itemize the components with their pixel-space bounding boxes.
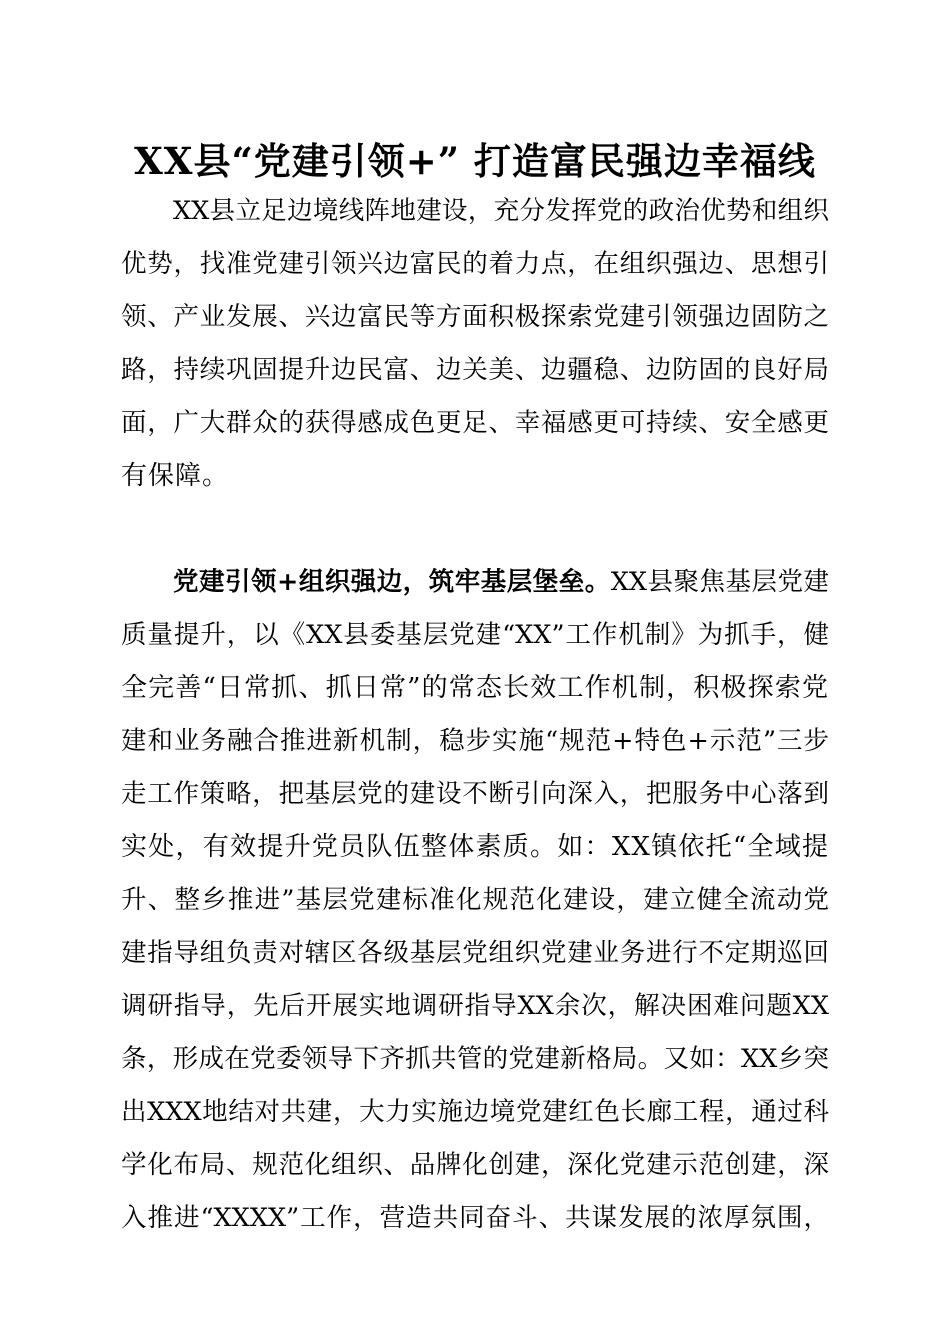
paragraph-2-line: 质量提升，以《XX县委基层党建“XX”工作机制》为抓手，健	[121, 620, 829, 650]
paragraph-2-line: 学化布局、规范化组织、品牌化创建，深化党建示范创建，深	[121, 1150, 829, 1180]
paragraph-2-heading: 党建引领+组织强边，筑牢基层堡垒。	[173, 567, 611, 597]
document-title: XX县“党建引领+” 打造富民强边幸福线	[134, 139, 816, 183]
paragraph-1-line: 领、产业发展、兴边富民等方面积极探索党建引领强边固防之	[121, 302, 829, 332]
paragraph-2-line: 建和业务融合推进新机制，稳步实施“规范+特色+示范”三步	[121, 726, 829, 756]
paragraph-2-lead: XX县聚焦基层党建	[610, 567, 829, 597]
paragraph-2-line: 实处，有效提升党员队伍整体素质。如：XX镇依托“全域提	[121, 832, 829, 862]
paragraph-2-line: 入推进“XXXX”工作，营造共同奋斗、共谋发展的浓厚氛围，	[121, 1203, 829, 1233]
paragraph-2-line: 走工作策略，把基层党的建设不断引向深入，把服务中心落到	[121, 779, 829, 809]
document-body	[121, 185, 829, 1245]
paragraph-2-line: 建指导组负责对辖区各级基层党组织党建业务进行不定期巡回	[121, 938, 829, 968]
paragraph-1-line: 有保障。	[121, 461, 230, 491]
paragraph-2-line: 条，形成在党委领导下齐抓共管的党建新格局。又如：XX乡突	[121, 1044, 829, 1074]
paragraph-1-line: 路，持续巩固提升边民富、边关美、边疆稳、边防固的良好局	[121, 355, 829, 385]
paragraph-2-line: 出XXX地结对共建，大力实施边境党建红色长廊工程，通过科	[121, 1097, 829, 1127]
paragraph-2-line: 调研指导，先后开展实地调研指导XX余次，解决困难问题XX	[121, 991, 829, 1021]
paragraph-2-line: 升、整乡推进”基层党建标准化规范化建设，建立健全流动党	[121, 885, 829, 915]
paragraph-2-first-line	[121, 556, 829, 609]
paragraph-1-line: 面，广大群众的获得感成色更足、幸福感更可持续、安全感更	[121, 408, 829, 438]
paragraph-1-line: XX县立足边境线阵地建设，充分发挥党的政治优势和组织	[173, 196, 829, 226]
paragraph-gap	[121, 503, 829, 556]
paragraph-1-line: 优势，找准党建引领兴边富民的着力点，在组织强边、思想引	[121, 249, 829, 279]
paragraph-2-line: 全完善“日常抓、抓日常”的常态长效工作机制，积极探索党	[121, 673, 829, 703]
